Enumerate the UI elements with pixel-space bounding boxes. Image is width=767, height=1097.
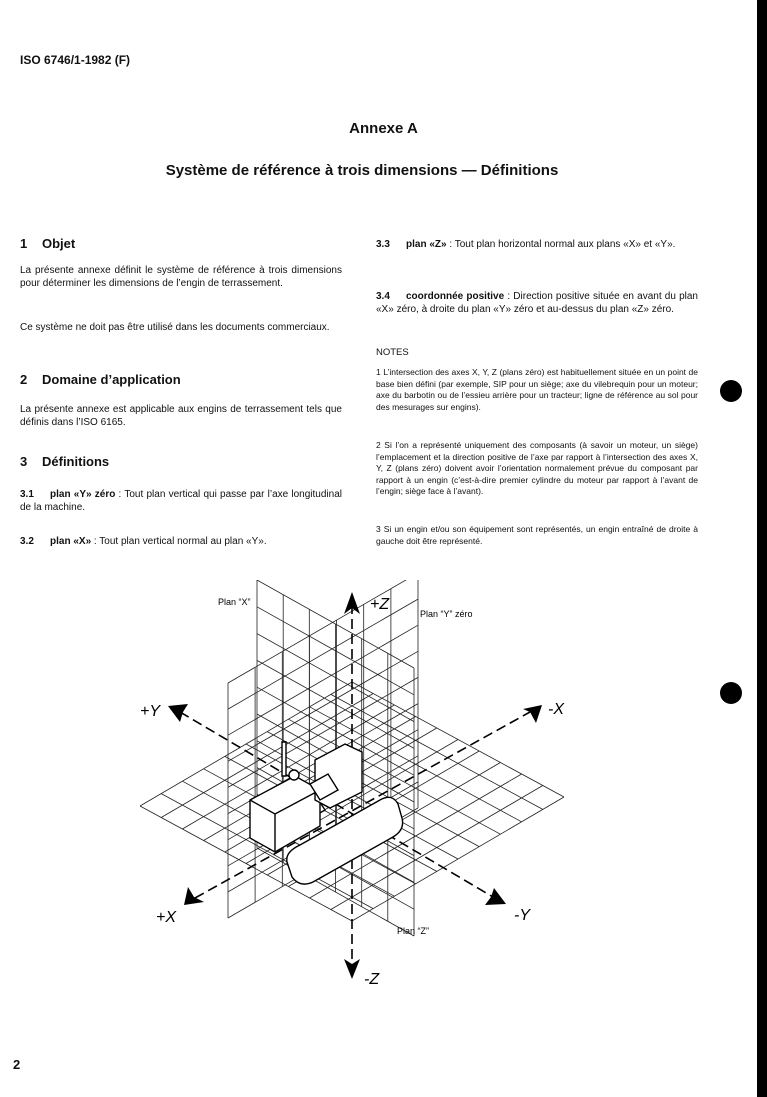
arrowhead-plus-y	[168, 704, 188, 722]
note-3: 3 Si un engin et/ou son équipement sont représentés, un engin entraîné de droite à gauche doit être représenté.	[376, 524, 698, 546]
clause-number: 3.4	[376, 291, 390, 302]
section-1-heading	[20, 236, 75, 251]
clause-text: : Direction positive située en avant du plan «X» zéro, à droite du plan «Y» zéro et au-dessus du plan «Z» zéro.	[376, 291, 698, 315]
clause-3-1	[20, 488, 342, 514]
axis-label-plus-y: +Y	[140, 703, 161, 720]
clause-text: : Tout plan vertical normal au plan «Y».	[91, 536, 267, 547]
page-number: 2	[13, 1057, 21, 1072]
axis-label-plus-x: +X	[156, 909, 177, 926]
section-title: Définitions	[42, 454, 110, 469]
grid-line	[352, 682, 564, 797]
section-1-paragraph-1: La présente annexe définit le système de référence à trois dimensions pour déterminer les dimensions de l’engin de terrassement.	[20, 265, 342, 289]
note-2: 2 Si l’on a représenté uniquement des composants (à savoir un moteur, un siège) l’emplacement et la direction positive de l’axe par rapport à l’intersection des axes X, Y, Z (plans zéro) doivent avoir l’orientation normalement prévue du composant par rapport à un engin (c’est-à-dire premier cylindre du moteur par rapport à l’avant de l’engin; siège face à l’avant).	[376, 440, 698, 496]
section-title: Domaine d’application	[42, 372, 181, 387]
clause-3-3	[376, 238, 698, 251]
binder-hole-mark	[720, 380, 742, 402]
grid-line	[228, 651, 418, 761]
annex-title: Système de référence à trois dimensions — Définitions	[165, 162, 559, 179]
air-cleaner	[289, 770, 299, 780]
section-2-heading	[20, 372, 181, 387]
section-number: 1	[20, 236, 28, 251]
section-3-heading	[20, 454, 109, 469]
section-number: 2	[20, 372, 28, 387]
axis-label-plus-z: +Z	[370, 596, 390, 613]
plan-x-label: Plan “X”	[218, 597, 251, 607]
clause-number: 3.2	[20, 536, 34, 547]
axis-label-minus-x: -X	[548, 701, 564, 718]
annex-label: Annexe A	[349, 120, 418, 137]
reference-system-diagram	[0, 580, 767, 1000]
clause-number: 3.3	[376, 239, 390, 250]
section-title: Objet	[42, 236, 76, 251]
plan-z-label: Plan “Z”	[397, 926, 430, 936]
plan-y-label: Plan “Y” zéro	[420, 609, 473, 619]
x-axis	[195, 712, 530, 898]
arrowhead-plus-x	[184, 887, 204, 905]
axis-label-minus-z: -Z	[364, 971, 380, 988]
arrowhead-minus-y	[485, 888, 506, 905]
note-1: 1 L’intersection des axes X, Y, Z (plans zéro) est habituellement située en un point de base bien défini (par exemple, SIP pour un siège; axe du vilebrequin pour un moteur; axe du barbotin ou de l’essieu arrière pour un tracteur; ligne de référence au sol pour des mesurages sur engins).	[376, 367, 698, 412]
clause-term: plan «X»	[50, 536, 92, 547]
arrowhead-minus-z	[344, 959, 360, 979]
clause-3-2	[20, 535, 342, 548]
clause-term: plan «Y» zéro	[50, 489, 116, 500]
grid-line	[228, 625, 418, 735]
clause-3-4	[376, 290, 698, 316]
clause-term: coordonnée positive	[406, 291, 505, 302]
clause-term: plan «Z»	[406, 239, 447, 250]
section-number: 3	[20, 454, 28, 469]
exhaust-stack	[282, 742, 286, 776]
notes-heading: NOTES	[376, 347, 409, 358]
document-header: ISO 6746/1-1982 (F)	[20, 53, 131, 67]
section-2-paragraph: La présente annexe est applicable aux engins de terrassement tels que définis dans l’ISO 6165.	[20, 404, 342, 428]
clause-text: : Tout plan vertical qui passe par l’axe longitudinal de la machine.	[20, 489, 342, 513]
section-1-paragraph-2: Ce système ne doit pas être utilisé dans les documents commerciaux.	[20, 322, 330, 333]
clause-number: 3.1	[20, 489, 34, 500]
clause-text: : Tout plan horizontal normal aux plans «X» et «Y».	[446, 239, 676, 250]
axis-label-minus-y: -Y	[514, 907, 530, 924]
